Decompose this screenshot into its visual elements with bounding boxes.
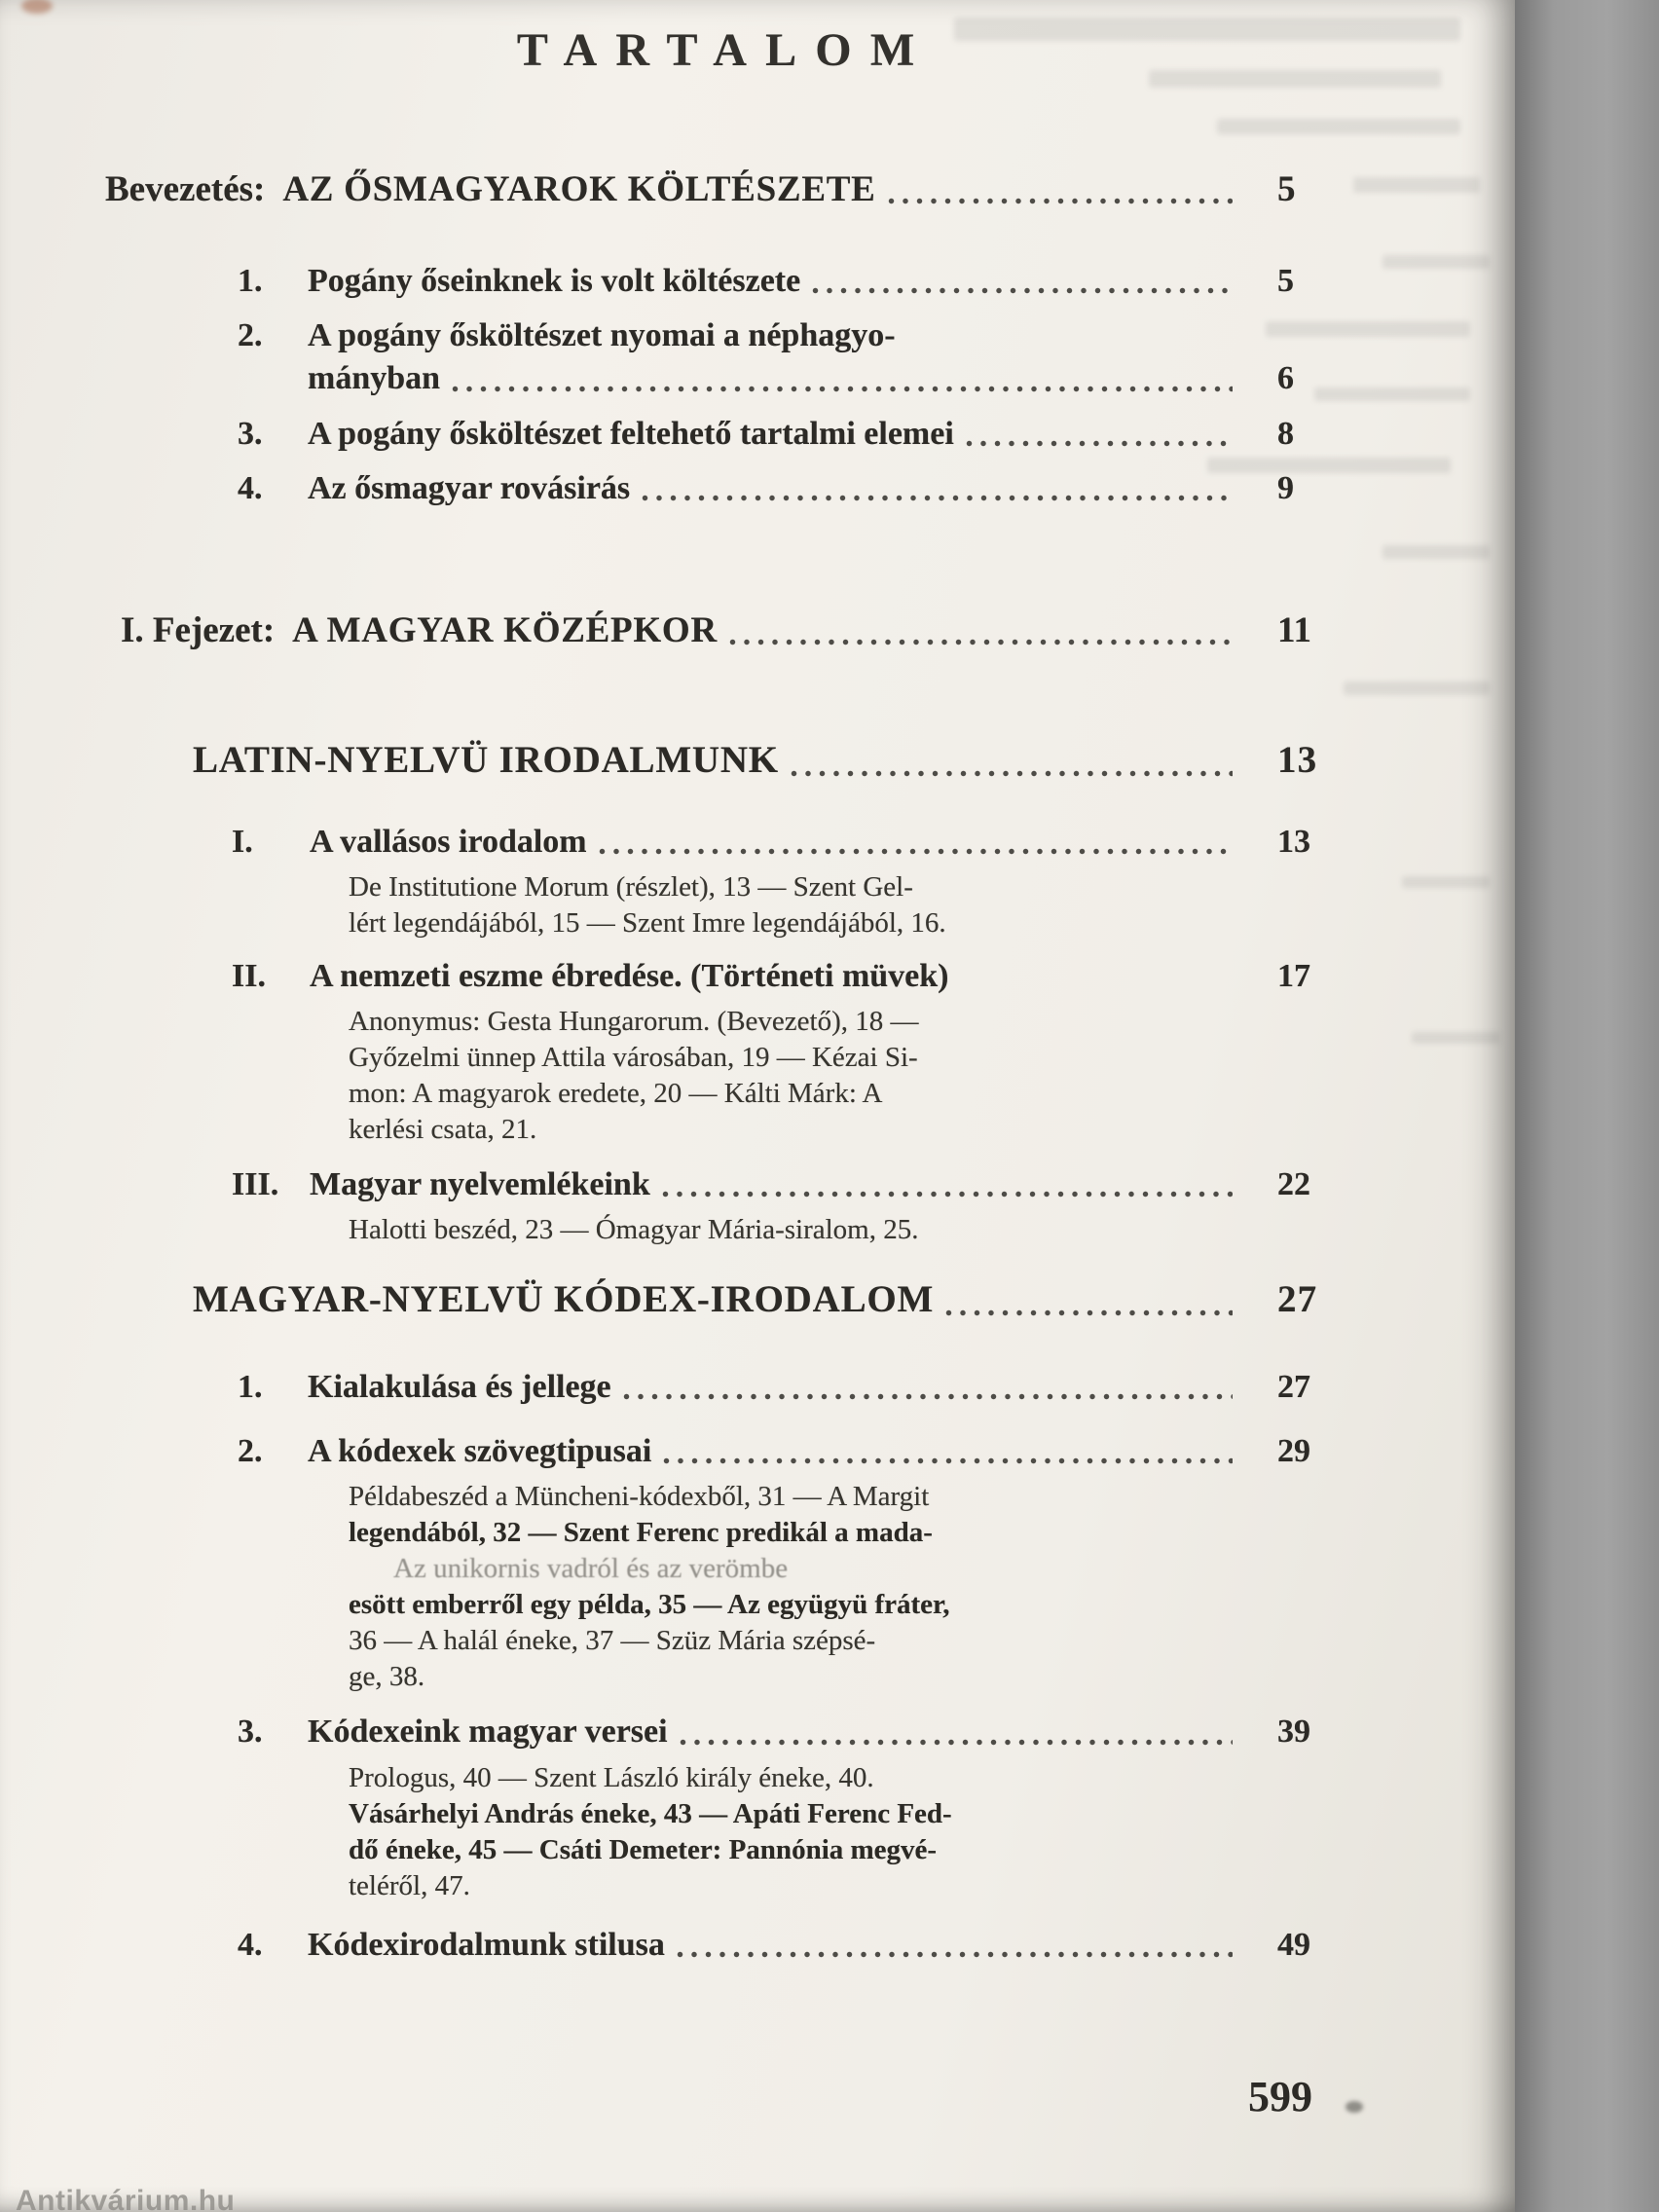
bleed-through-artifact [1344, 682, 1490, 695]
entry-label: Kódexeink magyar versei [308, 1714, 668, 1751]
section-label: MAGYAR-NYELVÜ KÓDEX-IRODALOM [193, 1278, 935, 1321]
entry-number: 3. [238, 1714, 263, 1751]
entry-detail [349, 869, 1338, 941]
toc-entry-k3 [238, 1711, 1338, 1753]
entry-label: Kódexirodalmunk stilusa [308, 1926, 665, 1963]
toc-chapter-1 [121, 608, 1338, 654]
bleed-through-artifact [1402, 876, 1490, 888]
dot-leader [599, 848, 1233, 855]
detail-line: teléről, 47. [349, 1869, 470, 1901]
entry-number: III. [232, 1166, 279, 1203]
entry-page-number: 8 [1277, 415, 1294, 452]
dot-leader [642, 495, 1233, 501]
table-of-contents [93, 0, 1338, 1967]
detail-line: Győzelmi ünnep Attila városában, 19 — Kézai Si- [349, 1042, 918, 1074]
entry-label: A nemzeti eszme ébredése. (Történeti müvek) [310, 958, 949, 994]
dot-leader [677, 1951, 1233, 1958]
entry-label: Magyar nyelvemlékeink [310, 1166, 650, 1203]
dot-leader [945, 1309, 1233, 1316]
entry-page-number: 17 [1277, 958, 1310, 994]
dot-leader [663, 1457, 1233, 1464]
entry-page-number: 11 [1277, 610, 1311, 651]
watermark-text: Antikvárium.hu [16, 2185, 236, 2212]
dot-leader [662, 1191, 1233, 1198]
entry-detail [349, 1479, 1338, 1695]
entry-page-number: 9 [1277, 469, 1294, 506]
entry-prefix: Bevezetés: [105, 169, 266, 209]
toc-entry-k4 [238, 1924, 1338, 1967]
dot-leader [966, 440, 1233, 447]
detail-line: De Institutione Morum (részlet), 13 — Szent Gel- [349, 871, 913, 903]
entry-line [238, 357, 1338, 400]
entry-label: Pogány őseinknek is volt költészete [308, 263, 801, 300]
dot-leader [729, 639, 1233, 645]
bleed-through-artifact [1353, 177, 1480, 193]
entry-line [238, 314, 1338, 357]
dot-leader [680, 1739, 1233, 1746]
entry-label-continued: mányban [308, 360, 441, 397]
page-title: TARTALOM [516, 24, 934, 76]
entry-detail [349, 1760, 1338, 1904]
entry-number: 4. [238, 1926, 263, 1963]
bleed-through-artifact [1266, 321, 1470, 337]
bleed-through-artifact [1149, 70, 1441, 88]
section-label: LATIN-NYELVÜ IRODALMUNK [193, 739, 779, 782]
detail-line: 36 — A halál éneke, 37 — Szüz Mária szépsé- [349, 1625, 876, 1657]
bleed-through-artifact [954, 18, 1460, 41]
detail-line: Az unikornis vadról és az verömbe [393, 1553, 789, 1585]
dot-leader [812, 287, 1233, 294]
toc-entry-II [232, 955, 1338, 998]
detail-line: Anonymus: Gesta Hungarorum. (Bevezető), 18 — [349, 1006, 919, 1038]
chapter-label: A MAGYAR KÖZÉPKOR [292, 610, 718, 651]
entry-page-number: 5 [1277, 169, 1296, 209]
dot-leader [791, 770, 1233, 777]
toc-entry-III [232, 1163, 1338, 1206]
detail-line: mon: A magyarok eredete, 20 — Kálti Márk: A [349, 1078, 883, 1110]
entry-page-number: 39 [1277, 1714, 1310, 1751]
toc-entry-k1 [238, 1366, 1338, 1409]
entry-detail [349, 1212, 1338, 1248]
entry-page-number: 5 [1277, 263, 1294, 300]
entry-number: II. [232, 958, 266, 994]
entry-label: Az ősmagyar rovásirás [308, 469, 631, 506]
bleed-through-artifact [1382, 255, 1490, 269]
bleed-through-artifact [1217, 119, 1460, 134]
entry-page-number: 27 [1277, 1278, 1318, 1321]
toc-entry-4 [238, 467, 1338, 510]
footer-page-number: 599 [1248, 2073, 1312, 2120]
toc-section-latin [193, 736, 1338, 786]
entry-label: A vallásos irodalom [310, 823, 587, 860]
entry-page-number: 27 [1277, 1369, 1310, 1406]
toc-entry-2 [93, 314, 1338, 400]
bleed-through-artifact [1314, 387, 1470, 401]
detail-line: legendából, 32 — Szent Ferenc predikál a mada- [349, 1517, 933, 1549]
dot-leader [452, 386, 1233, 392]
entry-number: 1. [238, 1369, 263, 1406]
entry-number: 4. [238, 469, 263, 506]
bleed-through-artifact [1412, 1032, 1499, 1044]
chapter-prefix: I. Fejezet: [121, 610, 276, 651]
detail-line: lért legendájából, 15 — Szent Imre legendájából, 16. [349, 907, 946, 939]
entry-page-number: 13 [1277, 739, 1318, 782]
entry-label: A pogány ősköltészet nyomai a néphagyo- [308, 317, 896, 354]
entry-label: A kódexek szövegtipusai [308, 1433, 652, 1470]
entry-page-number: 29 [1277, 1433, 1310, 1470]
corner-smudge [21, 0, 53, 14]
detail-line: Példabeszéd a Müncheni-kódexből, 31 — A Margit [349, 1481, 930, 1513]
detail-line: kerlési csata, 21. [349, 1114, 537, 1146]
dot-leader [623, 1393, 1233, 1400]
background-strip [1513, 0, 1659, 2212]
entry-page-number: 22 [1277, 1166, 1310, 1203]
toc-entry-k2 [238, 1430, 1338, 1473]
bleed-through-artifact [1207, 458, 1451, 473]
toc-entry-1 [238, 260, 1338, 303]
toc-entry-3 [238, 413, 1338, 456]
entry-number: 2. [238, 1433, 263, 1470]
entry-page-number: 13 [1277, 823, 1310, 860]
entry-label: Kialakulása és jellege [308, 1369, 611, 1406]
detail-line: dő éneke, 45 — Csáti Demeter: Pannónia megvé- [349, 1833, 938, 1865]
detail-line: esött emberről egy példa, 35 — Az együgyü fráter, [349, 1589, 950, 1621]
bleed-through-artifact [1382, 545, 1490, 559]
detail-line: Vásárhelyi András éneke, 43 — Apáti Ferenc Fed- [349, 1797, 952, 1829]
detail-line: Prologus, 40 — Szent László király éneke, 40. [349, 1761, 874, 1793]
entry-number: I. [232, 823, 253, 860]
entry-label: A pogány ősköltészet feltehető tartalmi elemei [308, 415, 954, 452]
entry-number: 1. [238, 263, 263, 300]
dot-leader [888, 198, 1233, 204]
entry-page-number: 49 [1277, 1926, 1310, 1963]
detail-line: Halotti beszéd, 23 — Ómagyar Mária-siralom, 25. [349, 1214, 919, 1246]
toc-entry-bevezetes [105, 166, 1338, 213]
toc-section-kodex [193, 1275, 1338, 1325]
entry-number: 3. [238, 415, 263, 452]
detail-line: ge, 38. [349, 1661, 425, 1693]
entry-label: AZ ŐSMAGYAROK KÖLTÉSZETE [282, 169, 876, 209]
entry-page-number: 6 [1277, 360, 1294, 397]
entry-detail [349, 1004, 1338, 1148]
toc-entry-I [232, 821, 1338, 864]
ink-blot [1346, 2101, 1363, 2113]
entry-number: 2. [238, 317, 263, 354]
